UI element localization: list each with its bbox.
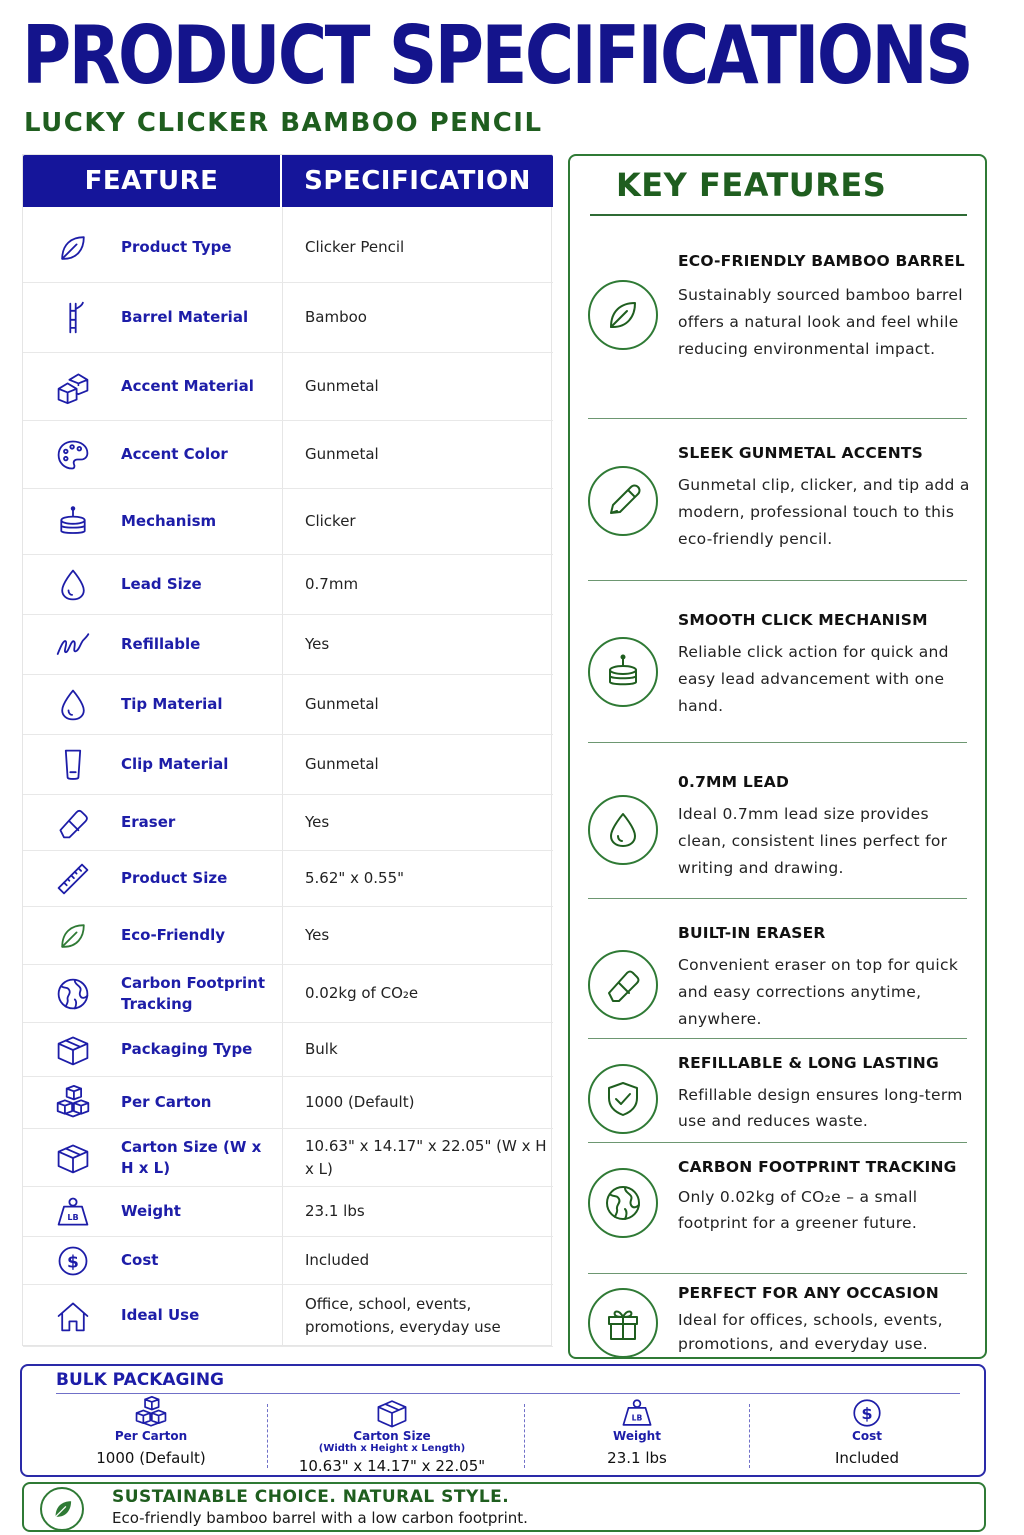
leaf-icon bbox=[588, 280, 658, 350]
scribble-icon bbox=[53, 625, 93, 665]
divider bbox=[590, 214, 967, 216]
bulk-packaging-item bbox=[272, 1394, 512, 1474]
feature-name: Eraser bbox=[121, 813, 176, 831]
key-feature-description: Refillable design ensures long-term use and reduces waste. bbox=[678, 1086, 963, 1130]
bulk-packaging-panel bbox=[20, 1364, 986, 1477]
feature-name: Accent Color bbox=[121, 445, 228, 463]
bulk-label: Carton Size bbox=[353, 1429, 431, 1443]
bulk-packaging-item bbox=[36, 1394, 266, 1474]
feature-name: Carton Size (W x H x L) bbox=[121, 1137, 262, 1177]
bulk-packaging-item bbox=[527, 1394, 747, 1474]
globe-icon bbox=[53, 974, 93, 1014]
bulk-value: Included bbox=[834, 1449, 900, 1467]
spec-row bbox=[23, 1129, 553, 1187]
divider bbox=[588, 1273, 967, 1274]
spec-row bbox=[23, 965, 553, 1023]
feature-name: Barrel Material bbox=[121, 308, 249, 326]
spec-row bbox=[23, 795, 553, 851]
spec-row bbox=[23, 851, 553, 907]
bulk-label: Per Carton bbox=[114, 1429, 188, 1443]
bulk-sublabel: (Width x Height x Length) bbox=[318, 1443, 466, 1454]
key-feature-title: SMOOTH CLICK MECHANISM bbox=[678, 611, 928, 629]
spec-row bbox=[23, 735, 553, 795]
divider bbox=[588, 580, 967, 581]
key-feature-description: Reliable click action for quick and easy lead advancement with one hand. bbox=[678, 643, 949, 715]
page-title: PRODUCT SPECIFICATIONS bbox=[22, 9, 972, 102]
spec-row bbox=[23, 421, 553, 489]
divider bbox=[588, 418, 967, 419]
feature-spec: Included bbox=[305, 1251, 370, 1269]
key-feature-title: CARBON FOOTPRINT TRACKING bbox=[678, 1158, 957, 1176]
spec-row bbox=[23, 1237, 553, 1285]
feature-spec: Clicker bbox=[305, 512, 356, 530]
feature-name: Refillable bbox=[121, 635, 201, 653]
divider bbox=[588, 1038, 967, 1039]
feature-spec: Gunmetal bbox=[305, 755, 379, 773]
footer-title: SUSTAINABLE CHOICE. NATURAL STYLE. bbox=[112, 1487, 510, 1507]
eraser-icon bbox=[53, 803, 93, 843]
key-feature-description: Ideal 0.7mm lead size provides clean, consistent lines perfect for writing and drawing. bbox=[678, 805, 948, 877]
feature-spec: Clicker Pencil bbox=[305, 238, 405, 256]
spec-row bbox=[23, 1023, 553, 1077]
click-mechanism-icon bbox=[588, 637, 658, 707]
clip-icon bbox=[53, 745, 93, 785]
drop-icon bbox=[53, 565, 93, 605]
feature-spec: Yes bbox=[305, 635, 330, 653]
bulk-packaging-title: BULK PACKAGING bbox=[56, 1370, 225, 1390]
feature-name: Lead Size bbox=[121, 575, 202, 593]
key-feature-description: Only 0.02kg of CO₂e – a small footprint for a greener future. bbox=[678, 1188, 918, 1232]
feature-spec: Gunmetal bbox=[305, 445, 379, 463]
spec-row bbox=[23, 907, 553, 965]
feature-spec: Yes bbox=[305, 813, 330, 831]
gift-icon bbox=[588, 1288, 658, 1358]
key-feature-title: 0.7MM LEAD bbox=[678, 773, 790, 791]
feature-name: Cost bbox=[121, 1251, 159, 1269]
dollar-icon bbox=[757, 1396, 977, 1430]
feature-spec: 0.02kg of CO₂e bbox=[305, 984, 419, 1002]
box-icon bbox=[53, 1030, 93, 1070]
divider bbox=[588, 898, 967, 899]
spec-row bbox=[23, 353, 553, 421]
divider bbox=[588, 742, 967, 743]
bulk-value: 23.1 lbs bbox=[607, 1449, 667, 1467]
spec-row bbox=[23, 1187, 553, 1237]
palette-icon bbox=[53, 435, 93, 475]
feature-spec: 0.7mm bbox=[305, 575, 359, 593]
key-feature-title: REFILLABLE & LONG LASTING bbox=[678, 1054, 939, 1072]
spec-row bbox=[23, 1285, 553, 1347]
metal-blocks-icon bbox=[53, 367, 93, 407]
ruler-icon bbox=[53, 859, 93, 899]
divider bbox=[588, 1142, 967, 1143]
globe-icon bbox=[588, 1168, 658, 1238]
footer-banner bbox=[22, 1482, 986, 1532]
feature-spec: 5.62" x 0.55" bbox=[305, 869, 405, 887]
feature-spec: Yes bbox=[305, 926, 330, 944]
svg-text:$: $ bbox=[67, 1251, 79, 1272]
home-icon bbox=[53, 1296, 93, 1336]
feature-spec: Gunmetal bbox=[305, 377, 379, 395]
key-feature-description: Sustainably sourced bamboo barrel offers a natural look and feel while reducing environmental impact. bbox=[678, 286, 963, 358]
key-feature-title: ECO-FRIENDLY BAMBOO BARREL bbox=[678, 252, 965, 270]
key-feature-description: Ideal for offices, schools, events, promotions, and everyday use. bbox=[678, 1311, 943, 1353]
leaf-icon bbox=[53, 228, 93, 268]
feature-name: Per Carton bbox=[121, 1093, 212, 1111]
feature-name: Product Type bbox=[121, 238, 232, 256]
pencil-icon bbox=[588, 466, 658, 536]
footer-subtitle: Eco-friendly bamboo barrel with a low carbon footprint. bbox=[112, 1509, 528, 1527]
box-icon bbox=[272, 1396, 512, 1430]
spec-row bbox=[23, 1077, 553, 1129]
leaf-icon bbox=[40, 1487, 84, 1531]
feature-name: Accent Material bbox=[121, 377, 254, 395]
divider bbox=[524, 1404, 525, 1468]
drop-icon bbox=[588, 795, 658, 865]
feature-column-header: FEATURE bbox=[23, 155, 282, 207]
click-mechanism-icon bbox=[53, 502, 93, 542]
spec-table-header bbox=[23, 155, 553, 207]
divider bbox=[749, 1404, 750, 1468]
feature-name: Clip Material bbox=[121, 755, 229, 773]
bamboo-icon bbox=[53, 298, 93, 338]
bulk-label: Cost bbox=[852, 1429, 882, 1443]
feature-name: Mechanism bbox=[121, 512, 217, 530]
drop-icon bbox=[53, 685, 93, 725]
svg-text:LB: LB bbox=[631, 1413, 643, 1423]
spec-row bbox=[23, 283, 553, 353]
weight-icon bbox=[527, 1396, 747, 1430]
feature-name: Product Size bbox=[121, 869, 228, 887]
feature-name: Eco-Friendly bbox=[121, 926, 226, 944]
feature-name: Ideal Use bbox=[121, 1306, 200, 1324]
feature-name: Carbon Footprint Tracking bbox=[121, 973, 266, 1013]
box-icon bbox=[53, 1138, 93, 1178]
key-feature-title: SLEEK GUNMETAL ACCENTS bbox=[678, 444, 923, 462]
feature-name: Weight bbox=[121, 1202, 181, 1220]
key-feature-title: BUILT-IN ERASER bbox=[678, 924, 826, 942]
spec-row bbox=[23, 615, 553, 675]
dollar-icon bbox=[53, 1241, 93, 1281]
boxes-icon bbox=[53, 1083, 93, 1123]
spec-row bbox=[23, 213, 553, 283]
weight-icon bbox=[53, 1192, 93, 1232]
feature-spec: 1000 (Default) bbox=[305, 1093, 415, 1111]
key-feature-description: Convenient eraser on top for quick and easy corrections anytime, anywhere. bbox=[678, 956, 959, 1028]
feature-spec: 23.1 lbs bbox=[305, 1202, 365, 1220]
key-features-panel bbox=[568, 154, 987, 1359]
feature-spec: Office, school, events, promotions, everyday use bbox=[305, 1294, 501, 1336]
specification-column-header: SPECIFICATION bbox=[304, 166, 531, 196]
feature-spec: Gunmetal bbox=[305, 695, 379, 713]
eraser-icon bbox=[588, 950, 658, 1020]
spec-row bbox=[23, 675, 553, 735]
feature-name: Packaging Type bbox=[121, 1040, 253, 1058]
bulk-packaging-item bbox=[757, 1394, 977, 1474]
bulk-label: Weight bbox=[613, 1429, 661, 1443]
spec-row bbox=[23, 555, 553, 615]
key-feature-title: PERFECT FOR ANY OCCASION bbox=[678, 1284, 939, 1302]
shield-check-icon bbox=[588, 1064, 658, 1134]
key-features-title: KEY FEATURES bbox=[616, 166, 887, 204]
product-name: LUCKY CLICKER BAMBOO PENCIL bbox=[24, 108, 543, 138]
spec-row bbox=[23, 489, 553, 555]
bulk-value: 10.63" x 14.17" x 22.05" bbox=[298, 1457, 486, 1475]
spec-table bbox=[22, 154, 552, 1346]
feature-spec: 10.63" x 14.17" x 22.05" (W x H x L) bbox=[305, 1136, 547, 1178]
svg-text:$: $ bbox=[861, 1403, 873, 1423]
divider bbox=[267, 1404, 268, 1468]
leaf-icon bbox=[53, 916, 93, 956]
feature-spec: Bamboo bbox=[305, 308, 367, 326]
key-feature-description: Gunmetal clip, clicker, and tip add a modern, professional touch to this eco-friendly pencil. bbox=[678, 476, 970, 548]
svg-text:LB: LB bbox=[67, 1211, 79, 1222]
feature-name: Tip Material bbox=[121, 695, 223, 713]
boxes-icon bbox=[36, 1396, 266, 1430]
bulk-value: 1000 (Default) bbox=[96, 1449, 206, 1467]
feature-spec: Bulk bbox=[305, 1040, 338, 1058]
